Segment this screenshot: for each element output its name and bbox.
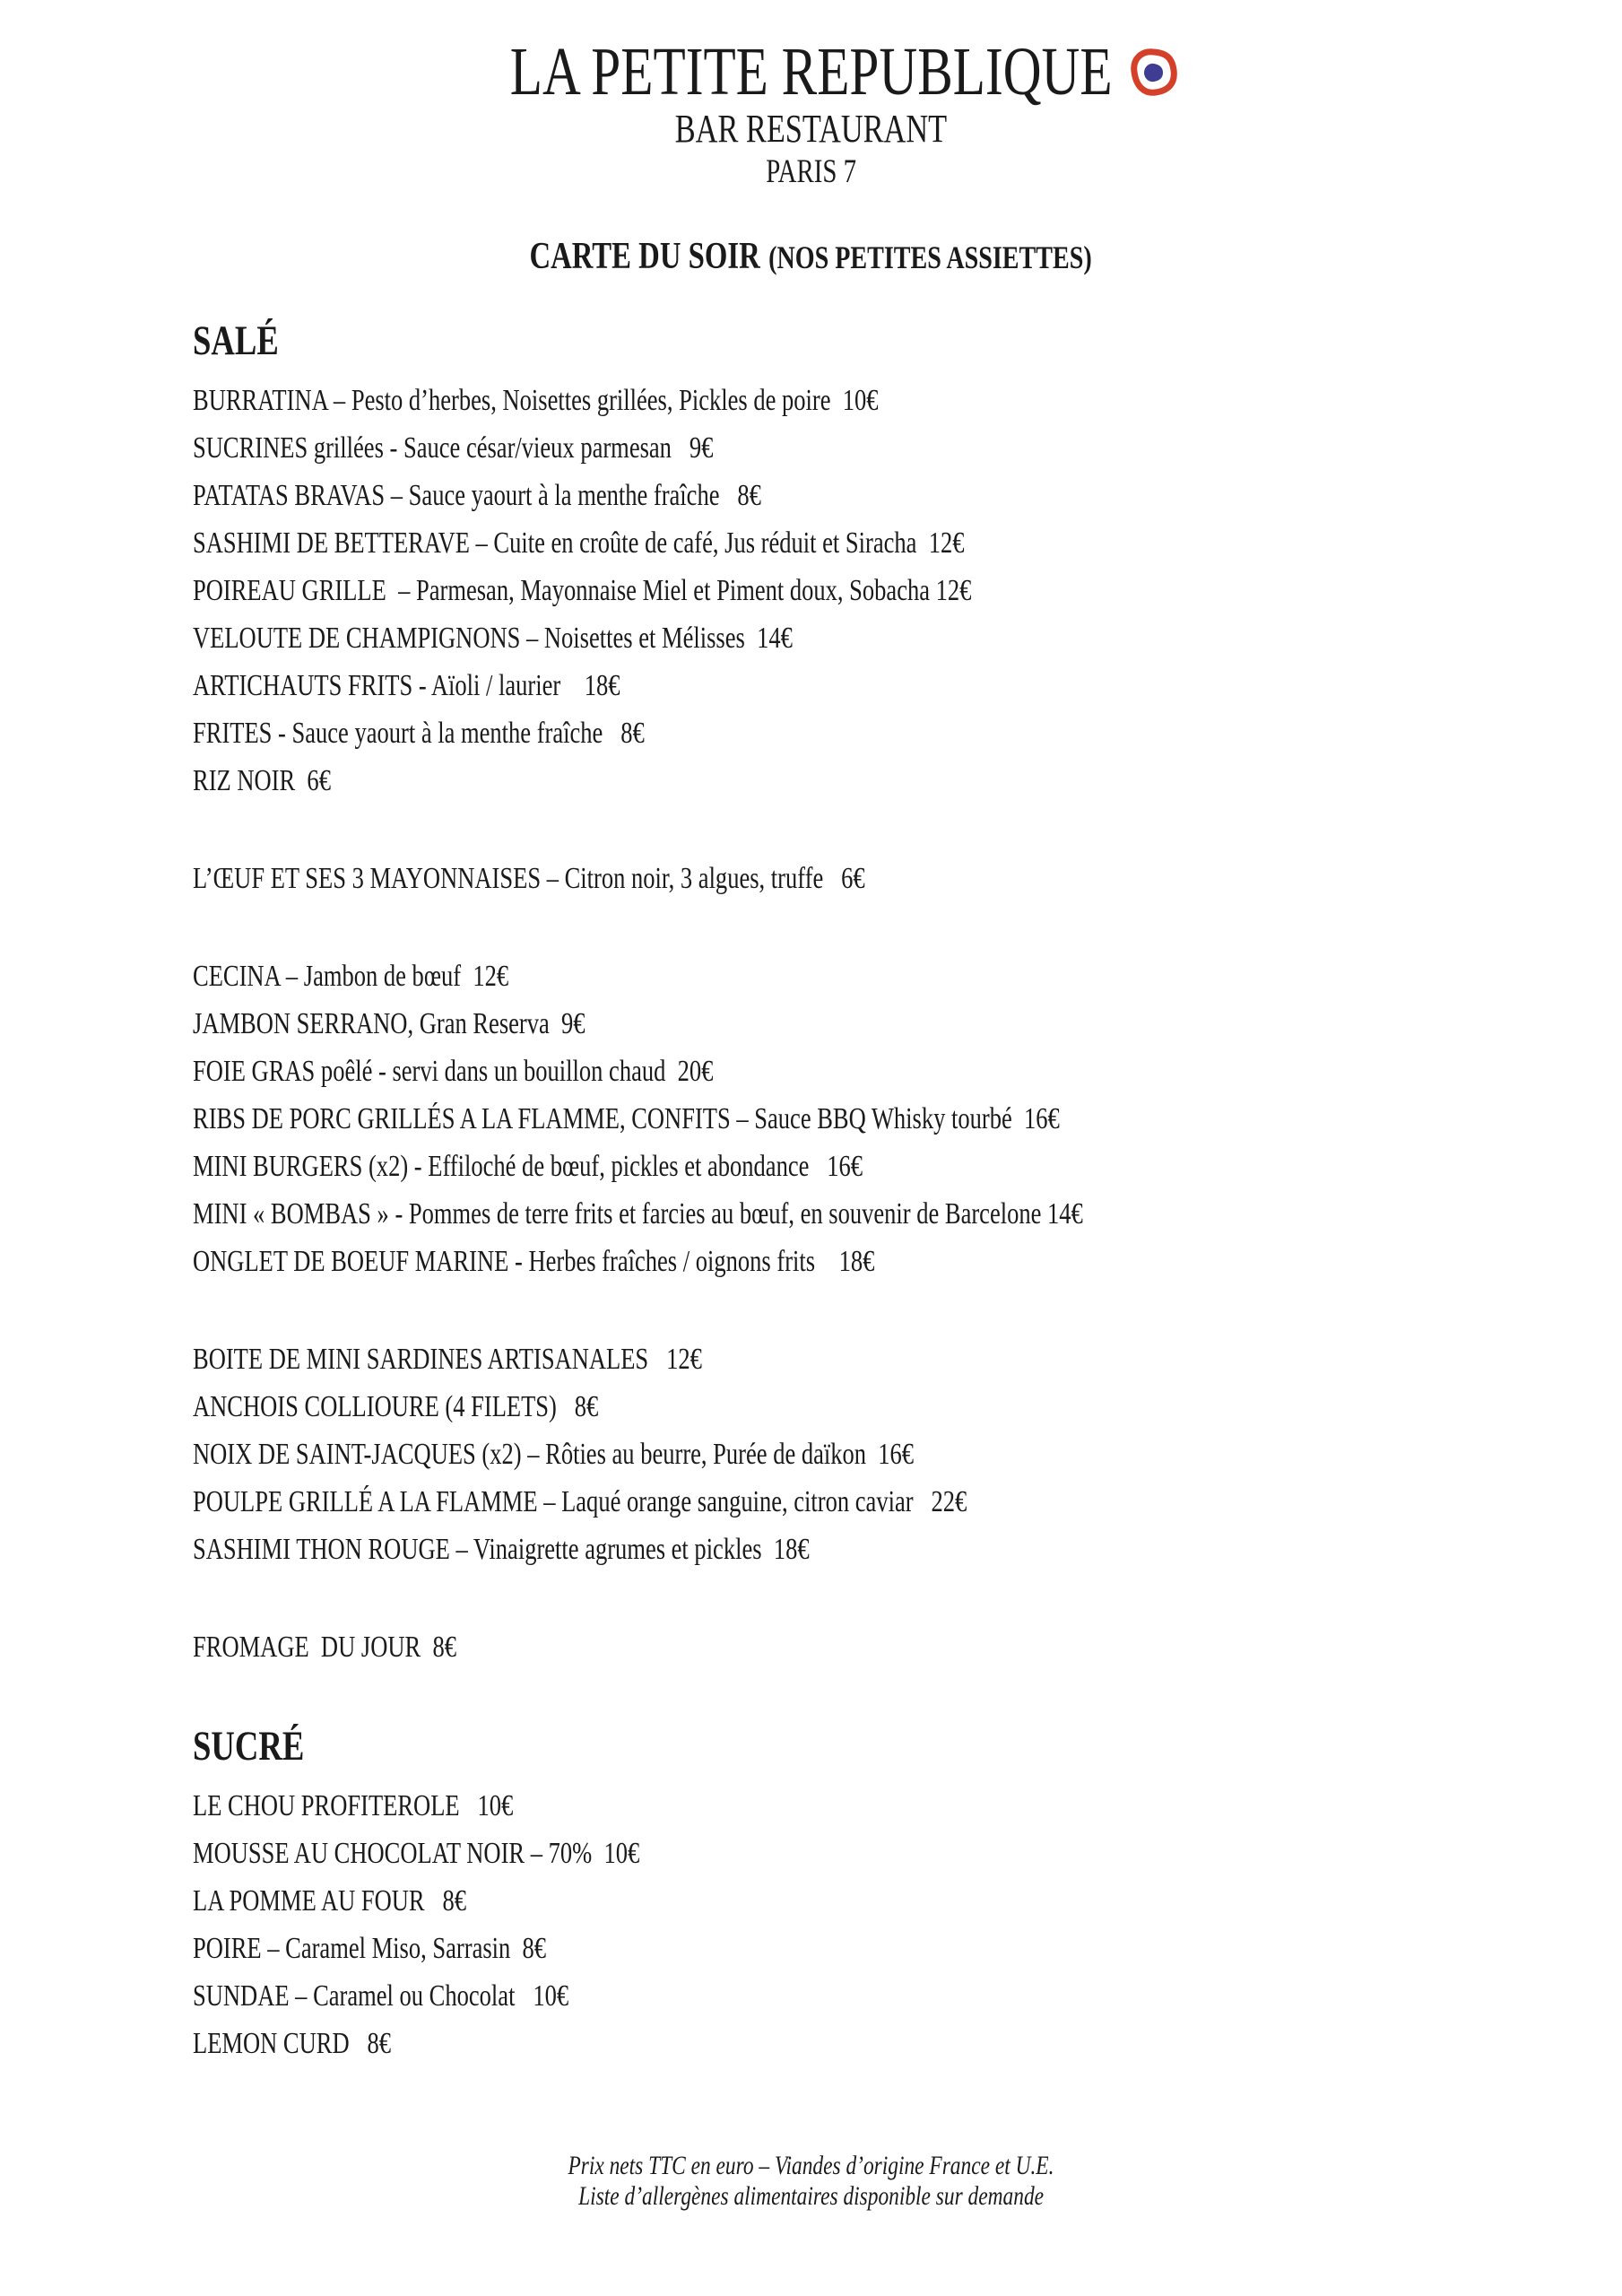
menu-item: PATATAS BRAVAS – Sauce yaourt à la menthe fraîche 8€ (193, 479, 761, 512)
menu-item: ANCHOIS COLLIOURE (4 FILETS) 8€ (193, 1390, 599, 1423)
footer-line-2: Liste d’allergènes alimentaires disponible sur demande (578, 2181, 1044, 2211)
footer-line-1: Prix nets TTC en euro – Viandes d’origine France et U.E. (568, 2151, 1054, 2180)
menu-item: LE CHOU PROFITEROLE 10€ (193, 1789, 514, 1822)
sucre-group-1 (193, 1782, 1430, 2067)
sale-group-3 (193, 952, 1430, 1285)
menu-item: SUNDAE – Caramel ou Chocolat 10€ (193, 1979, 569, 2013)
menu-item: NOIX DE SAINT-JACQUES (x2) – Rôties au beurre, Purée de daïkon 16€ (193, 1438, 915, 1471)
menu-item: MINI « BOMBAS » - Pommes de terre frits et farcies au bœuf, en souvenir de Barcelone 14€ (193, 1197, 1083, 1231)
menu-item: FOIE GRAS poêlé - servi dans un bouillon chaud 20€ (193, 1055, 714, 1088)
sale-group-2 (193, 855, 1430, 902)
cocarde-icon (1128, 45, 1180, 109)
carte-heading-paren: (NOS PETITES ASSIETTES) (768, 239, 1093, 275)
menu-item: MINI BURGERS (x2) - Effiloché de bœuf, pickles et abondance 16€ (193, 1150, 863, 1183)
carte-heading-main: CARTE DU SOIR (529, 236, 761, 277)
menu-item: POULPE GRILLÉ A LA FLAMME – Laqué orange sanguine, citron caviar 22€ (193, 1485, 967, 1518)
footer-notes (0, 2151, 1622, 2212)
menu-item: RIZ NOIR 6€ (193, 764, 331, 797)
sale-group-1 (193, 377, 1430, 804)
menu-item: SUCRINES grillées - Sauce césar/vieux parmesan 9€ (193, 431, 714, 465)
menu-item: RIBS DE PORC GRILLÉS A LA FLAMME, CONFITS – Sauce BBQ Whisky tourbé 16€ (193, 1102, 1060, 1135)
menu-item: POIREAU GRILLE – Parmesan, Mayonnaise Miel et Piment doux, Sobacha 12€ (193, 574, 972, 607)
menu-item: ARTICHAUTS FRITS - Aïoli / laurier 18€ (193, 669, 620, 702)
menu-item: FRITES - Sauce yaourt à la menthe fraîche 8€ (193, 717, 645, 750)
section-title-sale: SALÉ (193, 317, 279, 364)
menu-item: BOITE DE MINI SARDINES ARTISANALES 12€ (193, 1343, 702, 1376)
menu-item: CECINA – Jambon de bœuf 12€ (193, 960, 509, 993)
menu-item: L’ŒUF ET SES 3 MAYONNAISES – Citron noir, 3 algues, truffe 6€ (193, 862, 865, 895)
city-line: PARIS 7 (766, 153, 856, 190)
section-title-sucre: SUCRÉ (193, 1723, 305, 1770)
menu-item: VELOUTE DE CHAMPIGNONS – Noisettes et Mélisses 14€ (193, 622, 793, 655)
menu-content (193, 316, 1430, 2067)
carte-du-soir-heading (0, 235, 1622, 278)
menu-item: SASHIMI THON ROUGE – Vinaigrette agrumes et pickles 18€ (193, 1533, 810, 1566)
page-title: LA PETITE REPUBLIQUE (509, 34, 1113, 109)
menu-item: POIRE – Caramel Miso, Sarrasin 8€ (193, 1932, 547, 1965)
subtitle: BAR RESTAURANT (674, 107, 948, 151)
menu-item: ONGLET DE BOEUF MARINE - Herbes fraîches / oignons frits 18€ (193, 1245, 875, 1278)
menu-item: BURRATINA – Pesto d’herbes, Noisettes grillées, Pickles de poire 10€ (193, 384, 879, 417)
sale-group-5 (193, 1623, 1430, 1671)
menu-item: LA POMME AU FOUR 8€ (193, 1884, 467, 1918)
menu-header (0, 34, 1622, 192)
menu-item: SASHIMI DE BETTERAVE – Cuite en croûte de café, Jus réduit et Siracha 12€ (193, 526, 965, 560)
menu-item: LEMON CURD 8€ (193, 2027, 392, 2060)
title-row (0, 34, 1622, 109)
menu-item: JAMBON SERRANO, Gran Reserva 9€ (193, 1007, 585, 1040)
menu-item: FROMAGE DU JOUR 8€ (193, 1631, 456, 1664)
menu-item: MOUSSE AU CHOCOLAT NOIR – 70% 10€ (193, 1837, 640, 1870)
sale-group-4 (193, 1335, 1430, 1573)
